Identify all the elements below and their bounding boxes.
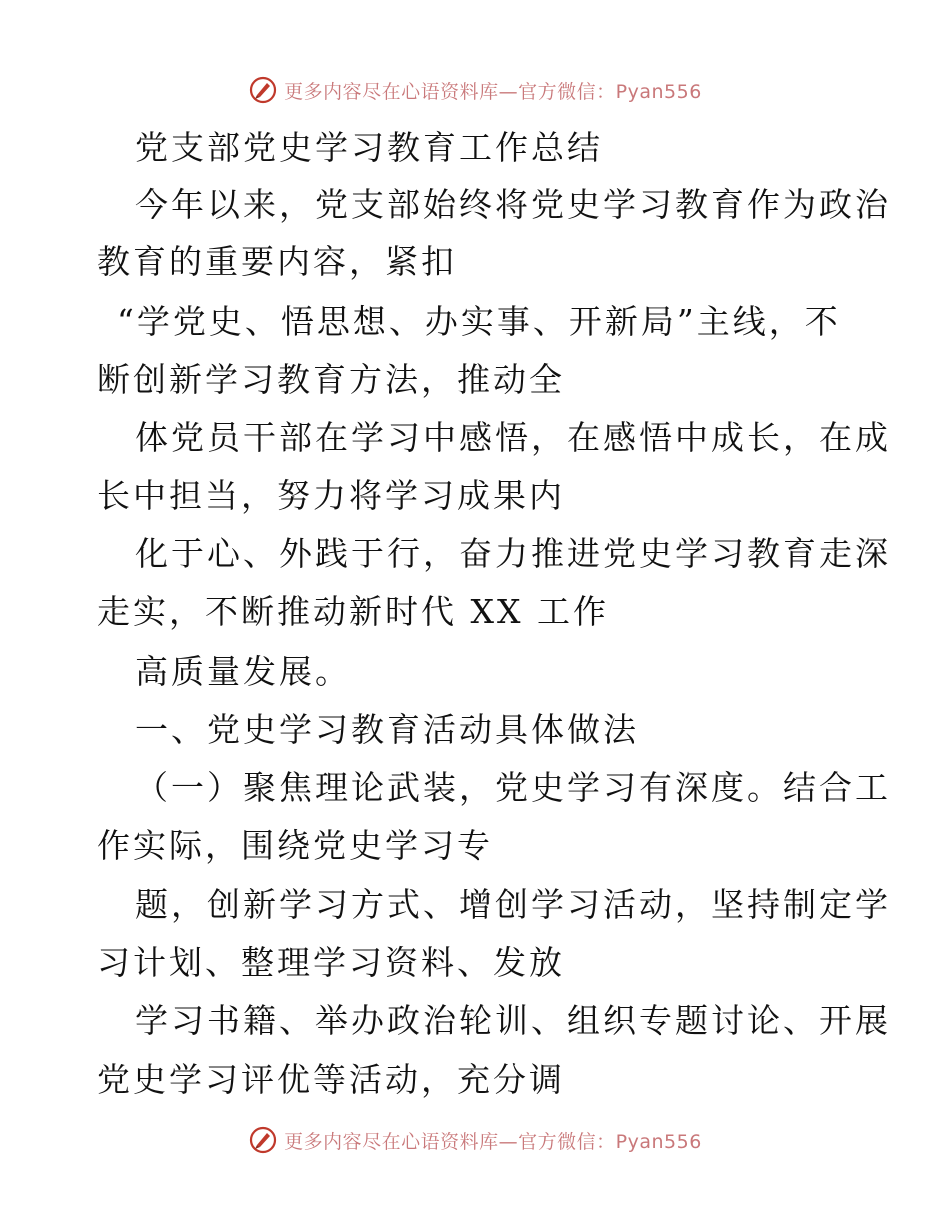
pen-logo-icon bbox=[248, 1125, 278, 1155]
paragraph-line: 教育的重要内容，紧扣 bbox=[97, 242, 457, 281]
paragraph-line: 作实际，围绕党史学习专 bbox=[97, 826, 493, 865]
paragraph-line: 体党员干部在学习中感悟，在感悟中成长，在成 bbox=[135, 418, 891, 457]
paragraph-line: 今年以来，党支部始终将党史学习教育作为政治 bbox=[135, 185, 891, 224]
section-heading: 一、党史学习教育活动具体做法 bbox=[135, 710, 639, 749]
paragraph-line: （一）聚焦理论武装，党史学习有深度。结合工 bbox=[135, 768, 891, 807]
pen-logo-icon bbox=[248, 75, 278, 105]
paragraph-line: 断创新学习教育方法，推动全 bbox=[97, 360, 565, 399]
paragraph-line: 走实，不断推动新时代 XX 工作 bbox=[97, 592, 609, 631]
header-banner bbox=[0, 70, 950, 110]
paragraph-line: 党史学习评优等活动，充分调 bbox=[97, 1060, 565, 1099]
paragraph-line: “学党史、悟思想、办实事、开新局”主线，不 bbox=[117, 302, 841, 341]
header-banner-text: 更多内容尽在心语资料库—官方微信：Pyan556 bbox=[284, 80, 702, 103]
paragraph-line: 题，创新学习方式、增创学习活动，坚持制定学 bbox=[135, 885, 891, 924]
paragraph-line: 长中担当，努力将学习成果内 bbox=[97, 476, 565, 515]
paragraph-line: 学习书籍、举办政治轮训、组织专题讨论、开展 bbox=[135, 1001, 891, 1040]
footer-banner bbox=[0, 1120, 950, 1160]
footer-banner-text: 更多内容尽在心语资料库—官方微信：Pyan556 bbox=[284, 1130, 702, 1153]
paragraph-line: 习计划、整理学习资料、发放 bbox=[97, 943, 565, 982]
document-title: 党支部党史学习教育工作总结 bbox=[135, 128, 603, 167]
paragraph-line: 化于心、外践于行，奋力推进党史学习教育走深 bbox=[135, 534, 891, 573]
paragraph-line: 高质量发展。 bbox=[135, 652, 351, 691]
